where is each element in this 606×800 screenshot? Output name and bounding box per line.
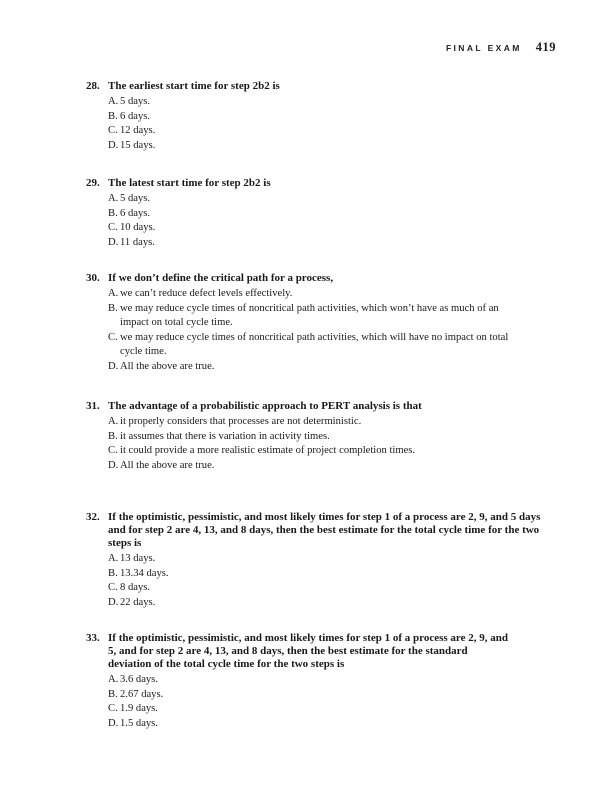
question-stem: If we don’t define the critical path for a process, — [108, 272, 334, 284]
option-d: D. 15 days. — [108, 139, 156, 151]
option-d: D. All the above are true. — [108, 360, 215, 372]
question-stem: If the optimistic, pessimistic, and most likely times for step 1 of a process are 2, 9, and 5, and for step 2 are 4, 13, and 8 days, then the best estimate for the standard deviation of the total cycle time for the two steps is — [108, 632, 508, 670]
option-b: B. we may reduce cycle times of noncritical path activities, which won’t have as much of an impact on total cycle time. — [108, 302, 499, 328]
option-d: D. All the above are true. — [108, 459, 215, 471]
question-30 — [86, 272, 528, 374]
option-c: C. 1.9 days. — [108, 703, 158, 714]
question-number: 29. — [86, 177, 100, 189]
section-title: FINAL EXAM — [445, 43, 522, 53]
option-b: B. 6 days. — [108, 110, 151, 122]
question-number: 33. — [86, 632, 100, 644]
question-stem: The latest start time for step 2b2 is — [108, 177, 271, 189]
option-b: B. 6 days. — [108, 207, 151, 219]
question-33 — [86, 632, 508, 731]
question-number: 28. — [86, 80, 100, 92]
option-c: C. 8 days. — [108, 582, 151, 593]
question-number: 31. — [86, 400, 100, 412]
question-29 — [86, 177, 548, 250]
question-number: 30. — [86, 272, 100, 284]
option-c: C. we may reduce cycle times of noncritical path activities, which will have no impact on total cycle time. — [108, 331, 509, 357]
option-a: A. 5 days. — [108, 96, 151, 107]
option-a: A. 13 days. — [108, 553, 156, 564]
option-b: B. it assumes that there is variation in activity times. — [108, 430, 330, 442]
question-31 — [86, 400, 478, 473]
question-stem: If the optimistic, pessimistic, and most likely times for step 1 of a process are 2, 9, and 5 days and for step 2 are 4, 13, and 8 days, then the best estimate for the total cycle time for the two steps is — [108, 511, 541, 549]
option-c: C. 10 days. — [108, 222, 156, 233]
question-number: 32. — [86, 511, 100, 523]
option-c: C. it could provide a more realistic estimate of project completion times. — [108, 445, 416, 456]
option-b: B. 2.67 days. — [108, 688, 164, 700]
option-a: A. we can’t reduce defect levels effectively. — [108, 288, 293, 299]
question-stem: The advantage of a probabilistic approach to PERT analysis is that — [108, 400, 422, 412]
question-32 — [86, 511, 548, 610]
option-a: A. 3.6 days. — [108, 674, 158, 685]
option-a: A. it properly considers that processes are not deterministic. — [108, 416, 362, 427]
question-28 — [86, 80, 548, 153]
option-d: D. 1.5 days. — [108, 717, 158, 729]
question-stem: The earliest start time for step 2b2 is — [108, 80, 280, 92]
option-d: D. 11 days. — [108, 236, 155, 248]
option-c: C. 12 days. — [108, 125, 156, 136]
option-d: D. 22 days. — [108, 596, 156, 608]
option-b: B. 13.34 days. — [108, 567, 169, 579]
option-a: A. 5 days. — [108, 193, 151, 204]
page-header — [446, 40, 556, 55]
page-number: 419 — [535, 40, 556, 54]
